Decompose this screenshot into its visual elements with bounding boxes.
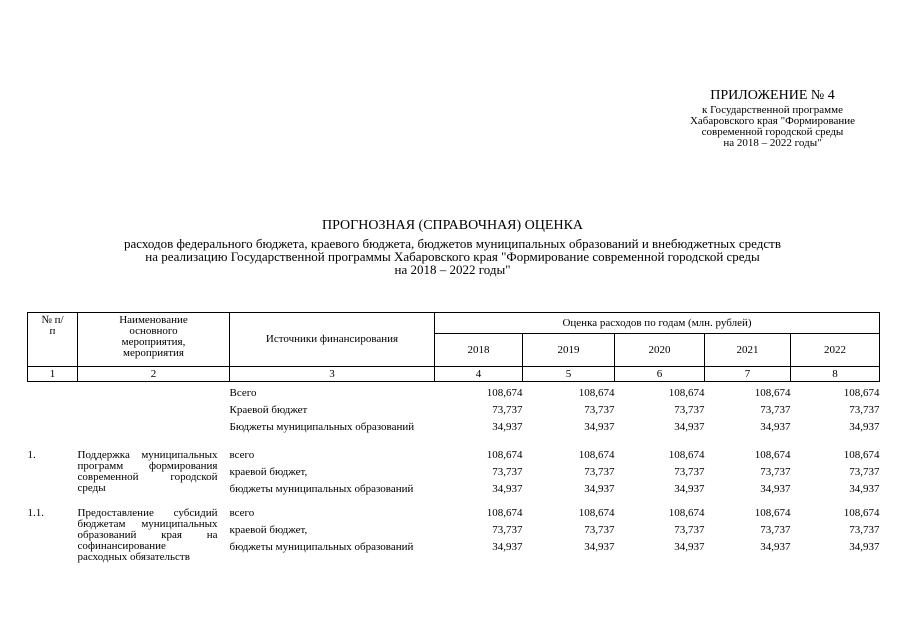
row-value: 73,737 [492, 524, 523, 536]
row-source: бюджеты муниципальных образований [229, 541, 414, 553]
row-value: 108,674 [754, 387, 791, 399]
table-row [28, 508, 880, 525]
row-value: 34,937 [849, 541, 880, 553]
column-number: 8 [791, 367, 880, 382]
row-source: бюджеты муниципальных образований [229, 483, 414, 495]
row-value: 34,937 [849, 421, 880, 433]
document-subtitle [40, 237, 865, 276]
row-value: 34,937 [760, 421, 791, 433]
table-header [28, 313, 880, 382]
row-source: Всего [229, 387, 257, 399]
row-value: 108,674 [668, 507, 705, 519]
row-value: 73,737 [849, 404, 880, 416]
expense-table [27, 312, 880, 566]
header-years-group: Оценка расходов по годам (млн. рублей) [435, 313, 880, 334]
column-number: 7 [705, 367, 791, 382]
row-name: Предоставление субсидий бюджетам муниципальных образований края на софинансирование расходных обязательств [77, 507, 218, 563]
subtitle-line: на реализацию Государственной программы Хабаровского края "Формирование современной городской среды [145, 249, 760, 264]
row-value: 34,937 [849, 483, 880, 495]
row-value: 73,737 [584, 524, 615, 536]
row-value: 108,674 [843, 387, 880, 399]
row-value: 73,737 [674, 404, 705, 416]
table-row [28, 382, 880, 406]
row-value: 108,674 [486, 387, 523, 399]
row-value: 73,737 [584, 404, 615, 416]
row-value: 34,937 [492, 541, 523, 553]
row-value: 108,674 [486, 449, 523, 461]
row-value: 108,674 [578, 507, 615, 519]
row-value: 73,737 [760, 466, 791, 478]
appendix-line: Хабаровского края "Формирование [689, 115, 856, 127]
subtitle-line: на 2018 – 2022 годы" [394, 262, 511, 277]
table-body [28, 382, 880, 567]
column-number: 3 [230, 367, 435, 382]
row-value: 34,937 [760, 541, 791, 553]
row-value: 73,737 [584, 466, 615, 478]
row-value: 73,737 [674, 466, 705, 478]
row-value: 34,937 [674, 541, 705, 553]
appendix-heading: ПРИЛОЖЕНИЕ № 4 [710, 88, 835, 103]
appendix-line: к Государственной программе [702, 104, 843, 116]
row-value: 73,737 [492, 466, 523, 478]
appendix-line: современной городской среды [701, 126, 844, 138]
column-number: 4 [435, 367, 523, 382]
header-year: 2020 [615, 334, 705, 367]
row-number [28, 382, 78, 451]
appendix-line: на 2018 – 2022 годы" [723, 137, 822, 149]
column-number: 1 [28, 367, 78, 382]
row-value: 34,937 [492, 483, 523, 495]
header-name: Наименование основного мероприятия, мероприятия [78, 313, 230, 367]
row-name [78, 382, 230, 451]
row-value: 73,737 [760, 524, 791, 536]
row-value: 108,674 [486, 507, 523, 519]
row-value: 34,937 [584, 541, 615, 553]
row-name: Поддержка муниципальных программ формирования современной городской среды [77, 449, 218, 494]
header-year: 2022 [791, 334, 880, 367]
row-value: 34,937 [584, 421, 615, 433]
appendix-block [640, 88, 905, 149]
row-value: 108,674 [578, 449, 615, 461]
row-value: 73,737 [849, 524, 880, 536]
row-source: краевой бюджет, [229, 466, 308, 478]
header-year: 2019 [523, 334, 615, 367]
row-value: 34,937 [674, 483, 705, 495]
row-source: Краевой бюджет [229, 404, 308, 416]
row-number: 1.1. [27, 507, 44, 519]
header-number: № п/п [28, 313, 78, 367]
row-value: 34,937 [760, 483, 791, 495]
document-title: ПРОГНОЗНАЯ (СПРАВОЧНАЯ) ОЦЕНКА [321, 218, 584, 233]
row-value: 108,674 [668, 387, 705, 399]
row-value: 73,737 [849, 466, 880, 478]
row-value: 73,737 [492, 404, 523, 416]
row-value: 108,674 [754, 449, 791, 461]
row-value: 108,674 [843, 507, 880, 519]
row-value: 108,674 [668, 449, 705, 461]
row-value: 73,737 [674, 524, 705, 536]
row-value: 108,674 [754, 507, 791, 519]
row-source: всего [229, 507, 255, 519]
column-number: 2 [78, 367, 230, 382]
header-source: Источники финансирования [230, 313, 435, 367]
row-value: 34,937 [674, 421, 705, 433]
row-value: 34,937 [492, 421, 523, 433]
table-row [28, 450, 880, 467]
row-value: 73,737 [760, 404, 791, 416]
row-number: 1. [27, 449, 36, 461]
column-number: 6 [615, 367, 705, 382]
subtitle-line: расходов федерального бюджета, краевого бюджета, бюджетов муниципальных образований и внебюджетных средств [124, 236, 781, 251]
header-year: 2018 [435, 334, 523, 367]
row-source: Бюджеты муниципальных образований [229, 421, 415, 433]
row-value: 34,937 [584, 483, 615, 495]
row-value: 108,674 [578, 387, 615, 399]
row-value: 108,674 [843, 449, 880, 461]
row-source: краевой бюджет, [229, 524, 308, 536]
column-number: 5 [523, 367, 615, 382]
header-year: 2021 [705, 334, 791, 367]
row-source: всего [229, 449, 255, 461]
